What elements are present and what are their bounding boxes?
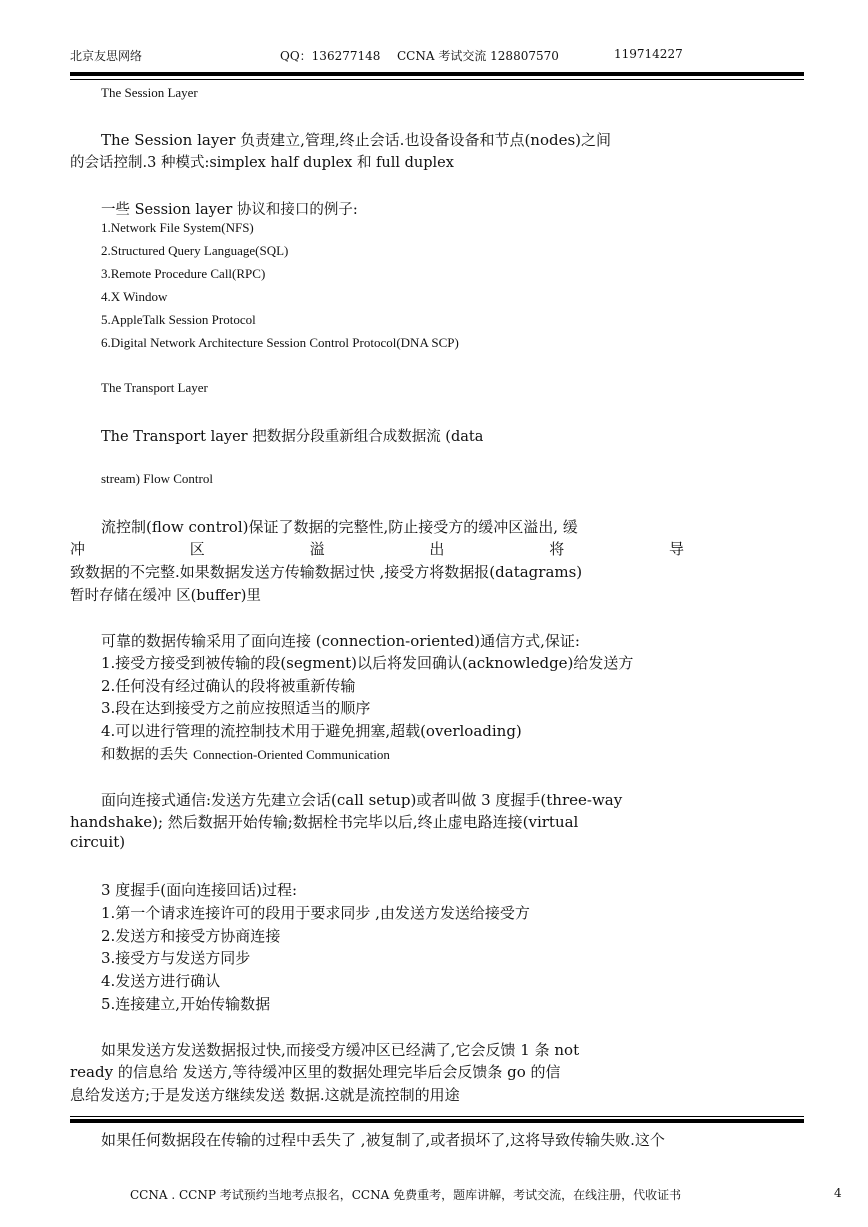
reliable-tail (101, 743, 390, 764)
reliable-intro: 可靠的数据传输采用了面向连接 (connection-oriented)通信方式,保证: (101, 632, 580, 650)
header-rule-thin (70, 79, 804, 80)
footer-rule-thin (70, 1116, 804, 1117)
reliable-item: 3.段在达到接受方之前应按照适当的顺序 (101, 699, 371, 717)
footer-rule-thick (70, 1119, 804, 1123)
flow-word: 出 (429, 540, 445, 558)
example-item: 1.Network File System(NFS) (101, 220, 254, 235)
session-para-line-2: 的会话控制.3 种模式:simplex half duplex 和 full duplex (70, 155, 454, 171)
example-item: 4.X Window (101, 289, 168, 304)
handshake-item: 4.发送方进行确认 (101, 972, 221, 990)
segment-loss-line: 如果任何数据段在传输的过程中丢失了 ,被复制了,或者损坏了,这将导致传输失败.这个 (101, 1131, 665, 1149)
example-item: 5.AppleTalk Session Protocol (101, 312, 256, 327)
co-para-line-3: circuit) (70, 833, 126, 851)
handshake-item: 3.接受方与发送方同步 (101, 949, 251, 967)
flow-purpose-line-3: 息给发送方;于是发送方继续发送 数据.这就是流控制的用途 (70, 1086, 460, 1104)
header-ccna-group: CCNA 考试交流 128807570 (397, 49, 559, 63)
handshake-intro: 3 度握手(面向连接回话)过程: (101, 881, 298, 899)
header-org: 北京友思网络 (70, 49, 143, 63)
examples-intro: 一些 Session layer 协议和接口的例子: (101, 202, 358, 218)
flow-word: 将 (549, 540, 565, 558)
page-number: 4 (834, 1186, 842, 1200)
transport-heading: The Transport Layer (101, 380, 208, 395)
reliable-item: 4.可以进行管理的流控制技术用于避免拥塞,超载(overloading) (101, 722, 522, 740)
co-para-line-1: 面向连接式通信:发送方先建立会话(call setup)或者叫做 3 度握手(three-way (101, 791, 623, 809)
flow-word: 溢 (309, 540, 325, 558)
handshake-item: 2.发送方和接受方协商连接 (101, 927, 281, 945)
header-rule-thick (70, 72, 804, 76)
flow-para-line-4: 暂时存储在缓冲 区(buffer)里 (70, 588, 261, 604)
co-para-line-2: handshake); 然后数据开始传输;数据栓书完毕以后,终止虚电路连接(virtual (70, 813, 579, 831)
handshake-item: 1.第一个请求连接许可的段用于要求同步 ,由发送方发送给接受方 (101, 904, 530, 922)
flow-para-line-1: 流控制(flow control)保证了数据的完整性,防止接受方的缓冲区溢出, 缓 (101, 518, 578, 536)
header-group-number: 119714227 (614, 47, 683, 61)
flow-purpose-line-1: 如果发送方发送数据报过快,而接受方缓冲区已经满了,它会反馈 1 条 not (101, 1041, 580, 1059)
header-qq: QQ：136277148 (280, 49, 381, 63)
example-item: 2.Structured Query Language(SQL) (101, 243, 289, 258)
session-heading: The Session Layer (101, 85, 198, 100)
flow-para-line-3: 致数据的不完整.如果数据发送方传输数据过快 ,接受方将数据报(datagrams) (70, 563, 583, 581)
reliable-tail-cn: 和数据的丢失 (101, 747, 188, 763)
session-para-line-1: The Session layer 负责建立,管理,终止会话.也设备设备和节点(nodes)之间 (101, 131, 612, 149)
flow-word: 导 (668, 540, 684, 558)
transport-para-line-1: The Transport layer 把数据分段重新组合成数据流 (data (101, 429, 484, 445)
reliable-item: 2.任何没有经过确认的段将被重新传输 (101, 677, 356, 695)
reliable-item: 1.接受方接受到被传输的段(segment)以后将发回确认(acknowledge)给发送方 (101, 654, 634, 672)
example-item: 6.Digital Network Architecture Session Control Protocol(DNA SCP) (101, 335, 459, 350)
footer-text: CCNA . CCNP 考试预约当地考点报名，CCNA 免费重考，题库讲解，考试交流，在线注册，代收证书 (130, 1188, 682, 1202)
transport-para-line-2: stream) Flow Control (101, 471, 213, 486)
flow-para-line-2 (70, 538, 684, 559)
handshake-item: 5.连接建立,开始传输数据 (101, 995, 271, 1013)
flow-purpose-line-2: ready 的信息给 发送方,等待缓冲区里的数据处理完毕后会反馈条 go 的信 (70, 1063, 561, 1081)
flow-word: 冲 (70, 540, 86, 558)
flow-word: 区 (189, 540, 205, 558)
connection-oriented-heading: Connection-Oriented Communication (193, 747, 390, 762)
example-item: 3.Remote Procedure Call(RPC) (101, 266, 266, 281)
